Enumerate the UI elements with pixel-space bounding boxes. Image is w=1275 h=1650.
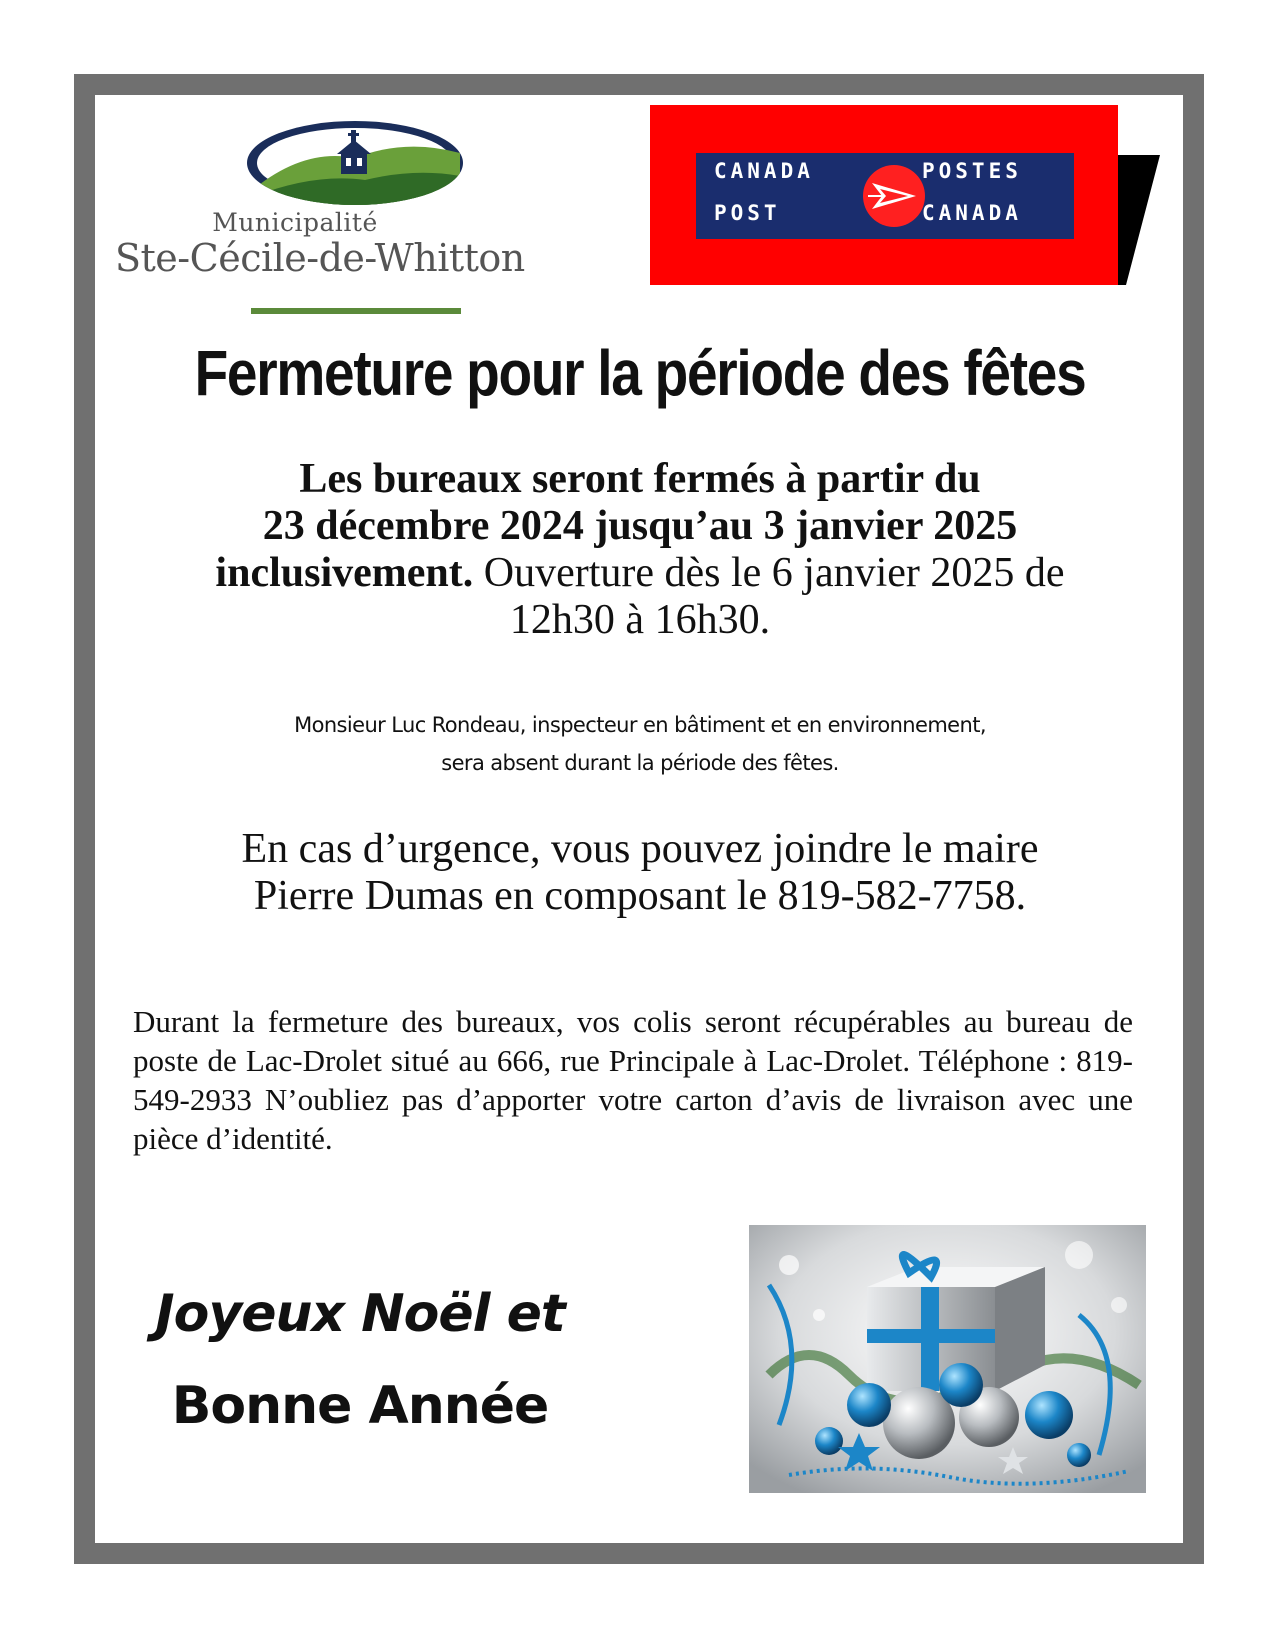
- greeting-line: Bonne Année: [171, 1376, 549, 1436]
- reopening-text: Ouverture dès le 6 janvier 2025 de: [473, 550, 1065, 596]
- municipality-label: Municipalité: [212, 208, 378, 237]
- municipality-logo-icon: [245, 118, 465, 208]
- inspector-line: Monsieur Luc Rondeau, inspecteur en bâtiment et en environnement,: [294, 713, 986, 737]
- municipality-underline: [251, 308, 461, 314]
- closure-line: inclusivement.: [215, 550, 474, 596]
- canada-post-emblem-icon: [858, 159, 930, 233]
- canada-post-text: CANADA: [714, 159, 814, 183]
- canada-post-text: POST: [714, 201, 781, 225]
- greeting-line: Joyeux Noël et: [155, 1284, 565, 1344]
- inspector-line: sera absent durant la période des fêtes.: [441, 751, 839, 775]
- canada-post-text: POSTES: [922, 159, 1022, 183]
- municipality-logo: [115, 112, 605, 317]
- emergency-contact: [95, 826, 1185, 920]
- closure-line: Les bureaux seront fermés à partir du: [299, 456, 981, 502]
- municipality-name: Ste-Cécile-de-Whitton: [115, 236, 525, 280]
- page-title: Fermeture pour la période des fêtes: [194, 337, 1086, 409]
- parcel-pickup-paragraph: Durant la fermeture des bureaux, vos colis seront récupérables au bureau de poste de Lac-Drolet situé au 666, rue Principale à Lac-Drolet. Téléphone : 819-549-2933 N’oubliez pas d’apporter votre carton d’avis de livraison avec une pièce d’identité.: [133, 1004, 1133, 1156]
- inspector-notice: [95, 706, 1185, 782]
- canada-post-logo: [650, 105, 1160, 285]
- reopening-hours: 12h30 à 16h30.: [509, 597, 771, 643]
- christmas-gift-image: [749, 1225, 1146, 1493]
- holiday-greeting: [140, 1268, 580, 1452]
- emergency-line: Pierre Dumas en composant le 819-582-7758.: [253, 873, 1027, 919]
- closure-line: 23 décembre 2024 jusqu’au 3 janvier 2025: [262, 503, 1018, 549]
- canada-post-wordmark-panel: [696, 153, 1074, 239]
- emergency-line: En cas d’urgence, vous pouvez joindre le maire: [241, 826, 1039, 872]
- closure-dates: [95, 456, 1185, 644]
- canada-post-text: CANADA: [922, 201, 1022, 225]
